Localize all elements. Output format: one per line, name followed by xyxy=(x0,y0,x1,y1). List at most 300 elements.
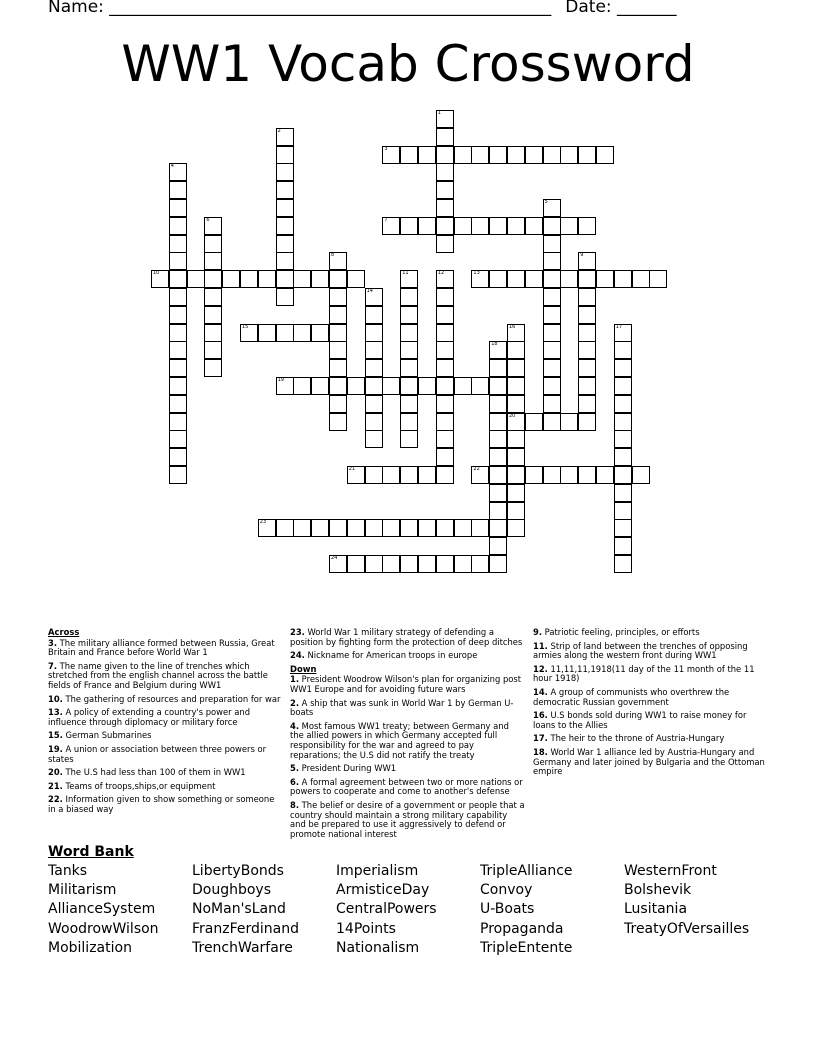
grid-cell[interactable] xyxy=(614,395,632,413)
grid-cell[interactable] xyxy=(596,270,614,288)
grid-cell[interactable] xyxy=(204,288,222,306)
grid-cell[interactable] xyxy=(276,288,294,306)
word-bank-item: CentralPowers xyxy=(336,901,437,918)
grid-cell[interactable] xyxy=(329,377,347,395)
grid-cell[interactable] xyxy=(365,341,383,359)
grid-cell[interactable] xyxy=(436,395,454,413)
grid-cell[interactable] xyxy=(578,359,596,377)
grid-cell[interactable] xyxy=(329,519,347,537)
grid-cell[interactable] xyxy=(293,377,311,395)
grid-cell[interactable] xyxy=(525,217,543,235)
grid-cell[interactable] xyxy=(436,430,454,448)
grid-cell[interactable] xyxy=(578,466,596,484)
grid-cell[interactable] xyxy=(169,377,187,395)
grid-cell[interactable] xyxy=(614,484,632,502)
grid-cell[interactable] xyxy=(436,341,454,359)
clue-item xyxy=(290,628,525,647)
grid-cell[interactable] xyxy=(382,217,400,235)
grid-cell[interactable] xyxy=(614,270,632,288)
grid-cell[interactable] xyxy=(489,537,507,555)
grid-cell[interactable] xyxy=(365,395,383,413)
grid-cell[interactable] xyxy=(169,217,187,235)
grid-cell[interactable] xyxy=(489,377,507,395)
grid-cell[interactable] xyxy=(329,413,347,431)
grid-cell[interactable] xyxy=(578,270,596,288)
word-bank-item: AllianceSystem xyxy=(48,901,156,918)
grid-cell[interactable] xyxy=(507,502,525,520)
grid-cell[interactable] xyxy=(436,163,454,181)
clue-number: 8 xyxy=(331,252,335,259)
grid-cell[interactable] xyxy=(578,217,596,235)
clue-number: 14 xyxy=(366,288,373,294)
grid-cell[interactable] xyxy=(507,217,525,235)
clue-item xyxy=(290,722,525,760)
grid-cell[interactable] xyxy=(454,519,472,537)
grid-cell[interactable] xyxy=(436,288,454,306)
grid-cell[interactable] xyxy=(471,146,489,164)
word-bank-item: TripleEntente xyxy=(480,939,573,956)
grid-cell[interactable] xyxy=(543,306,561,324)
clue-num: 13. xyxy=(48,707,63,718)
grid-cell[interactable] xyxy=(400,341,418,359)
clue-item xyxy=(533,628,768,638)
grid-cell[interactable] xyxy=(204,359,222,377)
word-bank-item: TrenchWarfare xyxy=(192,939,293,956)
grid-cell[interactable] xyxy=(614,448,632,466)
grid-cell[interactable] xyxy=(507,146,525,164)
grid-cell[interactable] xyxy=(614,466,632,484)
grid-cell[interactable] xyxy=(365,466,383,484)
grid-cell[interactable] xyxy=(347,377,365,395)
grid-cell[interactable] xyxy=(329,270,347,288)
grid-cell[interactable] xyxy=(169,466,187,484)
grid-cell[interactable] xyxy=(329,555,347,573)
clue-item xyxy=(48,782,283,792)
grid-cell[interactable] xyxy=(507,341,525,359)
clue-text: A group of communists who overthrew the democratic Russian government xyxy=(533,686,730,707)
grid-cell[interactable] xyxy=(471,270,489,288)
grid-cell[interactable] xyxy=(365,519,383,537)
grid-cell[interactable] xyxy=(596,466,614,484)
grid-cell[interactable] xyxy=(365,413,383,431)
grid-cell[interactable] xyxy=(400,217,418,235)
grid-cell[interactable] xyxy=(347,270,365,288)
grid-cell[interactable] xyxy=(525,466,543,484)
clue-num: 24. xyxy=(290,650,305,661)
grid-cell[interactable] xyxy=(276,217,294,235)
grid-cell[interactable] xyxy=(507,519,525,537)
grid-cell[interactable] xyxy=(578,341,596,359)
grid-cell[interactable] xyxy=(204,270,222,288)
grid-cell[interactable] xyxy=(329,252,347,270)
grid-cell[interactable] xyxy=(614,519,632,537)
word-bank-item: Militarism xyxy=(48,882,117,899)
clue-item xyxy=(533,711,768,730)
grid-cell[interactable] xyxy=(311,377,329,395)
grid-cell[interactable] xyxy=(293,519,311,537)
grid-cell[interactable] xyxy=(471,217,489,235)
grid-cell[interactable] xyxy=(276,199,294,217)
clue-num: 6. xyxy=(290,776,300,787)
grid-cell[interactable] xyxy=(276,324,294,342)
grid-cell[interactable] xyxy=(614,430,632,448)
grid-cell[interactable] xyxy=(365,306,383,324)
grid-cell[interactable] xyxy=(258,270,276,288)
grid-cell[interactable] xyxy=(632,466,650,484)
grid-cell[interactable] xyxy=(400,395,418,413)
grid-cell[interactable] xyxy=(418,146,436,164)
clue-num: 22. xyxy=(48,794,63,805)
grid-cell[interactable] xyxy=(418,466,436,484)
grid-cell[interactable] xyxy=(365,430,383,448)
grid-cell[interactable] xyxy=(489,502,507,520)
grid-cell[interactable] xyxy=(543,341,561,359)
grid-cell[interactable] xyxy=(365,555,383,573)
grid-cell[interactable] xyxy=(578,395,596,413)
grid-cell[interactable] xyxy=(507,377,525,395)
grid-cell[interactable] xyxy=(525,270,543,288)
grid-cell[interactable] xyxy=(454,146,472,164)
grid-cell[interactable] xyxy=(418,555,436,573)
grid-cell[interactable] xyxy=(276,163,294,181)
grid-cell[interactable] xyxy=(204,341,222,359)
grid-cell[interactable] xyxy=(543,413,561,431)
grid-cell[interactable] xyxy=(471,519,489,537)
grid-cell[interactable] xyxy=(578,324,596,342)
grid-cell[interactable] xyxy=(169,181,187,199)
grid-cell[interactable] xyxy=(329,324,347,342)
clue-text: The name given to the line of trenches which stretched from the english channel across the battle fields of France and Belgium during WW1 xyxy=(48,660,268,690)
grid-cell[interactable] xyxy=(578,377,596,395)
grid-cell[interactable] xyxy=(489,359,507,377)
grid-cell[interactable] xyxy=(436,270,454,288)
clue-text: President Woodrow Wilson's plan for organizing post WW1 Europe and for avoiding future wars xyxy=(290,674,522,694)
grid-cell[interactable] xyxy=(578,252,596,270)
grid-cell[interactable] xyxy=(614,555,632,573)
grid-cell[interactable] xyxy=(436,519,454,537)
clue-num: 4. xyxy=(290,720,300,731)
clue-text: The gathering of resources and preparation for war xyxy=(62,693,281,704)
grid-cell[interactable] xyxy=(436,181,454,199)
word-bank-item: ArmisticeDay xyxy=(336,882,430,899)
grid-cell[interactable] xyxy=(365,359,383,377)
grid-cell[interactable] xyxy=(258,519,276,537)
grid-cell[interactable] xyxy=(454,377,472,395)
grid-cell[interactable] xyxy=(347,519,365,537)
grid-cell[interactable] xyxy=(169,395,187,413)
grid-cell[interactable] xyxy=(329,306,347,324)
name-field[interactable]: Name: ____________________________________________________ xyxy=(48,0,552,17)
grid-cell[interactable] xyxy=(489,466,507,484)
grid-cell[interactable] xyxy=(471,377,489,395)
grid-cell[interactable] xyxy=(489,484,507,502)
word-bank-item: 14Points xyxy=(336,920,396,937)
grid-cell[interactable] xyxy=(489,395,507,413)
grid-cell[interactable] xyxy=(578,306,596,324)
grid-cell[interactable] xyxy=(436,555,454,573)
clues-right-column xyxy=(533,628,768,781)
grid-cell[interactable] xyxy=(543,466,561,484)
clue-text: A union or association between three powers or states xyxy=(48,743,267,764)
word-bank-item: LibertyBonds xyxy=(192,863,284,879)
grid-cell[interactable] xyxy=(560,146,578,164)
grid-cell[interactable] xyxy=(347,466,365,484)
clue-text: German Submarines xyxy=(62,730,152,741)
grid-cell[interactable] xyxy=(489,217,507,235)
grid-cell[interactable] xyxy=(204,252,222,270)
grid-cell[interactable] xyxy=(329,288,347,306)
grid-cell[interactable] xyxy=(578,413,596,431)
grid-cell[interactable] xyxy=(507,395,525,413)
grid-cell[interactable] xyxy=(436,466,454,484)
grid-cell[interactable] xyxy=(507,484,525,502)
clue-number: 6 xyxy=(206,216,210,223)
clue-text: 11,11,11,1918(11 day of the 11 month of the 11 hour 1918) xyxy=(533,663,755,684)
grid-cell[interactable] xyxy=(400,324,418,342)
grid-cell[interactable] xyxy=(382,466,400,484)
grid-cell[interactable] xyxy=(169,163,187,181)
grid-cell[interactable] xyxy=(543,324,561,342)
grid-cell[interactable] xyxy=(471,555,489,573)
clue-item xyxy=(533,748,768,777)
clue-number: 20 xyxy=(509,412,516,419)
clue-item xyxy=(290,651,525,661)
grid-cell[interactable] xyxy=(543,288,561,306)
grid-cell[interactable] xyxy=(169,270,187,288)
grid-cell[interactable] xyxy=(169,448,187,466)
grid-cell[interactable] xyxy=(204,217,222,235)
grid-cell[interactable] xyxy=(382,555,400,573)
clue-number: 4 xyxy=(170,163,174,170)
grid-cell[interactable] xyxy=(525,413,543,431)
grid-cell[interactable] xyxy=(293,270,311,288)
grid-cell[interactable] xyxy=(382,519,400,537)
grid-cell[interactable] xyxy=(560,466,578,484)
clue-text: The belief or desire of a government or people that a country should maintain a strong military capability and be prepared to use it aggressively to defend or promote national interest xyxy=(290,799,525,839)
grid-cell[interactable] xyxy=(400,555,418,573)
grid-cell[interactable] xyxy=(436,413,454,431)
across-heading: Across xyxy=(48,627,80,637)
grid-cell[interactable] xyxy=(578,288,596,306)
grid-cell[interactable] xyxy=(400,466,418,484)
clue-number: 1 xyxy=(437,110,441,116)
grid-cell[interactable] xyxy=(311,324,329,342)
grid-cell[interactable] xyxy=(560,270,578,288)
word-bank-item: Propaganda xyxy=(480,920,564,937)
grid-cell[interactable] xyxy=(400,288,418,306)
grid-cell[interactable] xyxy=(169,413,187,431)
grid-cell[interactable] xyxy=(169,288,187,306)
word-bank-item: Mobilization xyxy=(48,939,132,956)
clue-item xyxy=(290,699,525,718)
clue-text: President During WW1 xyxy=(299,763,397,774)
grid-cell[interactable] xyxy=(382,146,400,164)
grid-cell[interactable] xyxy=(614,502,632,520)
grid-cell[interactable] xyxy=(596,146,614,164)
grid-cell[interactable] xyxy=(543,199,561,217)
grid-cell[interactable] xyxy=(543,252,561,270)
grid-cell[interactable] xyxy=(560,217,578,235)
grid-cell[interactable] xyxy=(418,377,436,395)
grid-cell[interactable] xyxy=(276,146,294,164)
clue-number: 11 xyxy=(402,270,409,277)
grid-cell[interactable] xyxy=(169,252,187,270)
grid-cell[interactable] xyxy=(436,324,454,342)
clue-number: 2 xyxy=(277,127,281,134)
grid-cell[interactable] xyxy=(543,146,561,164)
grid-cell[interactable] xyxy=(543,217,561,235)
clue-num: 8. xyxy=(290,799,300,810)
grid-cell[interactable] xyxy=(489,448,507,466)
grid-cell[interactable] xyxy=(489,270,507,288)
clue-num: 10. xyxy=(48,693,63,704)
word-bank-item: FranzFerdinand xyxy=(192,920,299,937)
word-bank-item: TreatyOfVersailles xyxy=(624,920,750,937)
grid-cell[interactable] xyxy=(507,413,525,431)
grid-cell[interactable] xyxy=(614,377,632,395)
grid-cell[interactable] xyxy=(454,217,472,235)
grid-cell[interactable] xyxy=(276,377,294,395)
grid-cell[interactable] xyxy=(258,324,276,342)
grid-cell[interactable] xyxy=(418,217,436,235)
grid-cell[interactable] xyxy=(507,270,525,288)
clue-item xyxy=(48,745,283,764)
grid-cell[interactable] xyxy=(400,306,418,324)
grid-cell[interactable] xyxy=(400,146,418,164)
clue-item xyxy=(533,734,768,744)
date-field[interactable]: Date: _______ xyxy=(565,0,677,17)
clue-item xyxy=(48,695,283,705)
grid-cell[interactable] xyxy=(329,359,347,377)
grid-cell[interactable] xyxy=(382,377,400,395)
grid-cell[interactable] xyxy=(347,555,365,573)
grid-cell[interactable] xyxy=(632,270,650,288)
grid-cell[interactable] xyxy=(276,252,294,270)
grid-cell[interactable] xyxy=(365,288,383,306)
grid-cell[interactable] xyxy=(169,235,187,253)
grid-cell[interactable] xyxy=(418,519,436,537)
grid-cell[interactable] xyxy=(204,306,222,324)
grid-cell[interactable] xyxy=(525,146,543,164)
grid-cell[interactable] xyxy=(276,128,294,146)
grid-cell[interactable] xyxy=(204,235,222,253)
grid-cell[interactable] xyxy=(400,413,418,431)
grid-cell[interactable] xyxy=(169,430,187,448)
grid-cell[interactable] xyxy=(169,199,187,217)
grid-cell[interactable] xyxy=(365,377,383,395)
grid-cell[interactable] xyxy=(329,341,347,359)
clue-text: Most famous WW1 treaty; between Germany and the allied powers in which Germany accepted full responsibility for the war and agreed to pay reparations; the U.S did not ratify the treaty xyxy=(290,720,509,760)
grid-cell[interactable] xyxy=(507,324,525,342)
grid-cell[interactable] xyxy=(507,359,525,377)
grid-cell[interactable] xyxy=(311,270,329,288)
grid-cell[interactable] xyxy=(436,110,454,128)
grid-cell[interactable] xyxy=(543,235,561,253)
grid-cell[interactable] xyxy=(578,146,596,164)
clue-number: 7 xyxy=(384,216,388,223)
grid-cell[interactable] xyxy=(436,235,454,253)
grid-cell[interactable] xyxy=(489,519,507,537)
grid-cell[interactable] xyxy=(276,181,294,199)
word-bank-title: Word Bank xyxy=(48,844,134,860)
clue-text: Teams of troops,ships,or equipment xyxy=(62,780,216,791)
grid-cell[interactable] xyxy=(560,413,578,431)
grid-cell[interactable] xyxy=(187,270,205,288)
clue-item xyxy=(48,731,283,741)
clue-number: 5 xyxy=(544,199,548,205)
grid-cell[interactable] xyxy=(436,199,454,217)
grid-cell[interactable] xyxy=(614,359,632,377)
grid-cell[interactable] xyxy=(614,341,632,359)
grid-cell[interactable] xyxy=(400,359,418,377)
grid-cell[interactable] xyxy=(400,430,418,448)
grid-cell[interactable] xyxy=(311,519,329,537)
grid-cell[interactable] xyxy=(400,377,418,395)
grid-cell[interactable] xyxy=(614,537,632,555)
grid-cell[interactable] xyxy=(169,341,187,359)
grid-cell[interactable] xyxy=(489,413,507,431)
grid-cell[interactable] xyxy=(329,395,347,413)
grid-cell[interactable] xyxy=(169,324,187,342)
grid-cell[interactable] xyxy=(222,270,240,288)
grid-cell[interactable] xyxy=(436,146,454,164)
grid-cell[interactable] xyxy=(507,448,525,466)
word-bank-item: WesternFront xyxy=(624,863,717,879)
grid-cell[interactable] xyxy=(400,519,418,537)
grid-cell[interactable] xyxy=(489,341,507,359)
grid-cell[interactable] xyxy=(543,359,561,377)
grid-cell[interactable] xyxy=(489,555,507,573)
grid-cell[interactable] xyxy=(151,270,169,288)
grid-cell[interactable] xyxy=(614,413,632,431)
grid-cell[interactable] xyxy=(436,359,454,377)
grid-cell[interactable] xyxy=(204,324,222,342)
grid-cell[interactable] xyxy=(614,324,632,342)
grid-cell[interactable] xyxy=(489,430,507,448)
grid-cell[interactable] xyxy=(400,270,418,288)
grid-cell[interactable] xyxy=(240,270,258,288)
grid-cell[interactable] xyxy=(507,430,525,448)
grid-cell[interactable] xyxy=(454,555,472,573)
grid-cell[interactable] xyxy=(276,235,294,253)
grid-cell[interactable] xyxy=(365,324,383,342)
grid-cell[interactable] xyxy=(489,146,507,164)
grid-cell[interactable] xyxy=(471,466,489,484)
grid-cell[interactable] xyxy=(543,377,561,395)
grid-cell[interactable] xyxy=(649,270,667,288)
grid-cell[interactable] xyxy=(240,324,258,342)
word-bank-item: WoodrowWilson xyxy=(48,920,159,937)
grid-cell[interactable] xyxy=(276,519,294,537)
grid-cell[interactable] xyxy=(169,306,187,324)
grid-cell[interactable] xyxy=(276,270,294,288)
down-heading: Down xyxy=(290,663,317,674)
clue-num: 16. xyxy=(533,710,548,721)
clue-number: 9 xyxy=(580,252,584,259)
grid-cell[interactable] xyxy=(436,377,454,395)
grid-cell[interactable] xyxy=(293,324,311,342)
grid-cell[interactable] xyxy=(543,270,561,288)
grid-cell[interactable] xyxy=(169,359,187,377)
grid-cell[interactable] xyxy=(436,306,454,324)
grid-cell[interactable] xyxy=(436,448,454,466)
clue-num: 23. xyxy=(290,627,305,637)
grid-cell[interactable] xyxy=(436,217,454,235)
clue-num: 2. xyxy=(290,697,300,708)
grid-cell[interactable] xyxy=(543,395,561,413)
grid-cell[interactable] xyxy=(507,466,525,484)
grid-cell[interactable] xyxy=(436,128,454,146)
